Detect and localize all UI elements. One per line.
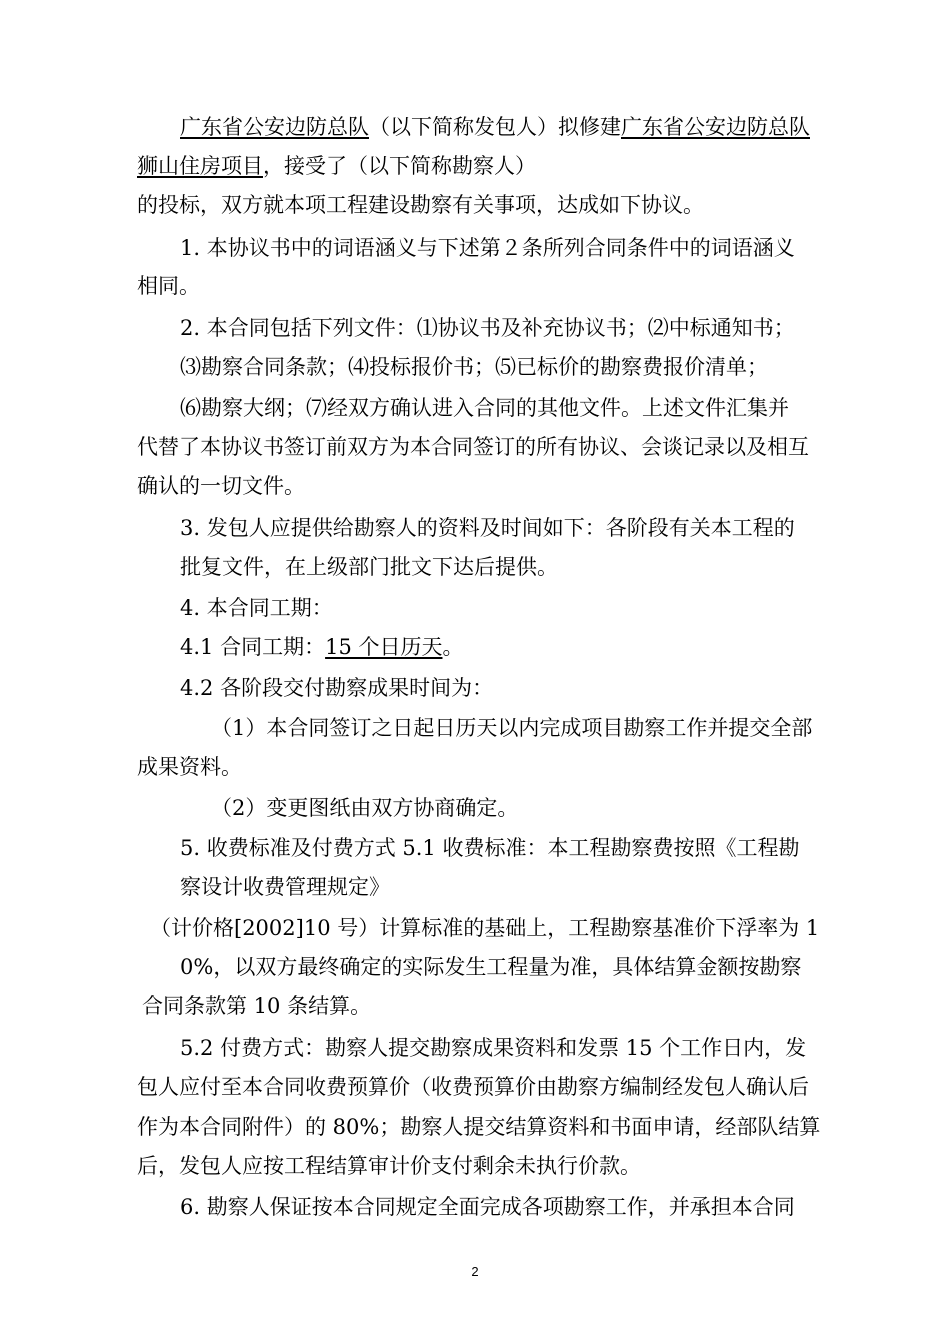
text-line xyxy=(211,714,812,742)
text-segment: ⑶勘察合同条款；⑷投标报价书；⑸已标价的勘察费报价清单； xyxy=(180,355,768,379)
text-segment: 1. 本协议书中的词语涵义与下述第２条所列合同条件中的词语涵义 xyxy=(180,236,795,260)
text-line xyxy=(180,514,795,542)
text-line xyxy=(180,1034,806,1062)
text-line xyxy=(180,553,558,581)
text-segment: （以下简称发包人）拟修建 xyxy=(369,115,621,139)
text-segment: 5. 收费标准及付费方式 5.1 收费标准：本工程勘察费按照《工程勘 xyxy=(180,836,800,860)
text-segment: 0%，以双方最终确定的实际发生工程量为准，具体结算金额按勘察 xyxy=(180,955,802,979)
text-segment: 作为本合同附件）的 80%；勘察人提交结算资料和书面申请，经部队结算 xyxy=(137,1115,821,1139)
text-segment: ⑹勘察大纲；⑺经双方确认进入合同的其他文件。上述文件汇集并 xyxy=(180,396,789,420)
underlined-text: 广东省公安边防总队 xyxy=(180,115,369,139)
underlined-text: 狮山住房项目 xyxy=(137,154,263,178)
text-segment: 4.2 各阶段交付勘察成果时间为： xyxy=(180,676,494,700)
text-line xyxy=(180,234,795,262)
text-line xyxy=(180,633,463,661)
text-line xyxy=(180,1193,795,1221)
text-segment: 察设计收费管理规定》 xyxy=(180,875,390,899)
text-segment: 6. 勘察人保证按本合同规定全面完成各项勘察工作，并承担本合同 xyxy=(180,1195,795,1219)
text-line xyxy=(180,394,789,422)
text-segment: 后，发包人应按工程结算审计价支付剩余未执行价款。 xyxy=(137,1154,641,1178)
text-line xyxy=(137,272,200,300)
text-segment: 。 xyxy=(442,635,464,659)
text-line xyxy=(211,794,518,822)
text-line xyxy=(137,191,704,219)
text-line xyxy=(180,834,799,862)
text-line xyxy=(180,674,493,702)
text-segment: 4. 本合同工期： xyxy=(180,596,333,620)
text-line xyxy=(137,433,809,461)
text-line xyxy=(180,873,390,901)
text-segment: 2. 本合同包括下列文件：⑴协议书及补充协议书；⑵中标通知书； xyxy=(180,316,795,340)
text-line xyxy=(137,1073,809,1101)
text-line xyxy=(150,914,819,942)
text-segment: 批复文件，在上级部门批文下达后提供。 xyxy=(180,555,558,579)
text-segment: 包人应付至本合同收费预算价（收费预算价由勘察方编制经发包人确认后 xyxy=(137,1075,809,1099)
text-segment: 5.2 付费方式：勘察人提交勘察成果资料和发票 15 个工作日内，发 xyxy=(180,1036,807,1060)
text-segment: 3. 发包人应提供给勘察人的资料及时间如下：各阶段有关本工程的 xyxy=(180,516,795,540)
text-line xyxy=(137,152,536,180)
page-number: 2 xyxy=(471,1264,479,1279)
text-line xyxy=(137,753,242,781)
text-line xyxy=(180,113,810,141)
text-line xyxy=(137,1152,641,1180)
text-segment: 合同条款第 10 条结算。 xyxy=(142,994,372,1018)
text-segment: 成果资料。 xyxy=(137,755,242,779)
text-segment: （1）本合同签订之日起日历天以内完成项目勘察工作并提交全部 xyxy=(211,716,813,740)
underlined-text: 广东省公安边防总队 xyxy=(621,115,810,139)
text-segment: （2）变更图纸由双方协商确定。 xyxy=(211,796,519,820)
text-segment: 的投标，双方就本项工程建设勘察有关事项，达成如下协议。 xyxy=(137,193,704,217)
text-segment: 确认的一切文件。 xyxy=(137,474,305,498)
text-line xyxy=(180,594,333,622)
text-line xyxy=(142,992,371,1020)
text-line xyxy=(180,353,768,381)
text-line xyxy=(137,1113,820,1141)
underlined-text: 15 个日历天 xyxy=(325,635,443,659)
text-segment: 代替了本协议书签订前双方为本合同签订的所有协议、会谈记录以及相互 xyxy=(137,435,809,459)
text-line xyxy=(137,472,305,500)
text-line xyxy=(180,953,801,981)
text-segment: （计价格[2002]10 号）计算标准的基础上，工程勘察基准价下浮率为 1 xyxy=(150,916,820,940)
text-segment: 相同。 xyxy=(137,274,200,298)
text-segment: ，接受了（以下简称勘察人） xyxy=(263,154,536,178)
text-line xyxy=(180,314,795,342)
text-segment: 4.1 合同工期： xyxy=(180,635,326,659)
